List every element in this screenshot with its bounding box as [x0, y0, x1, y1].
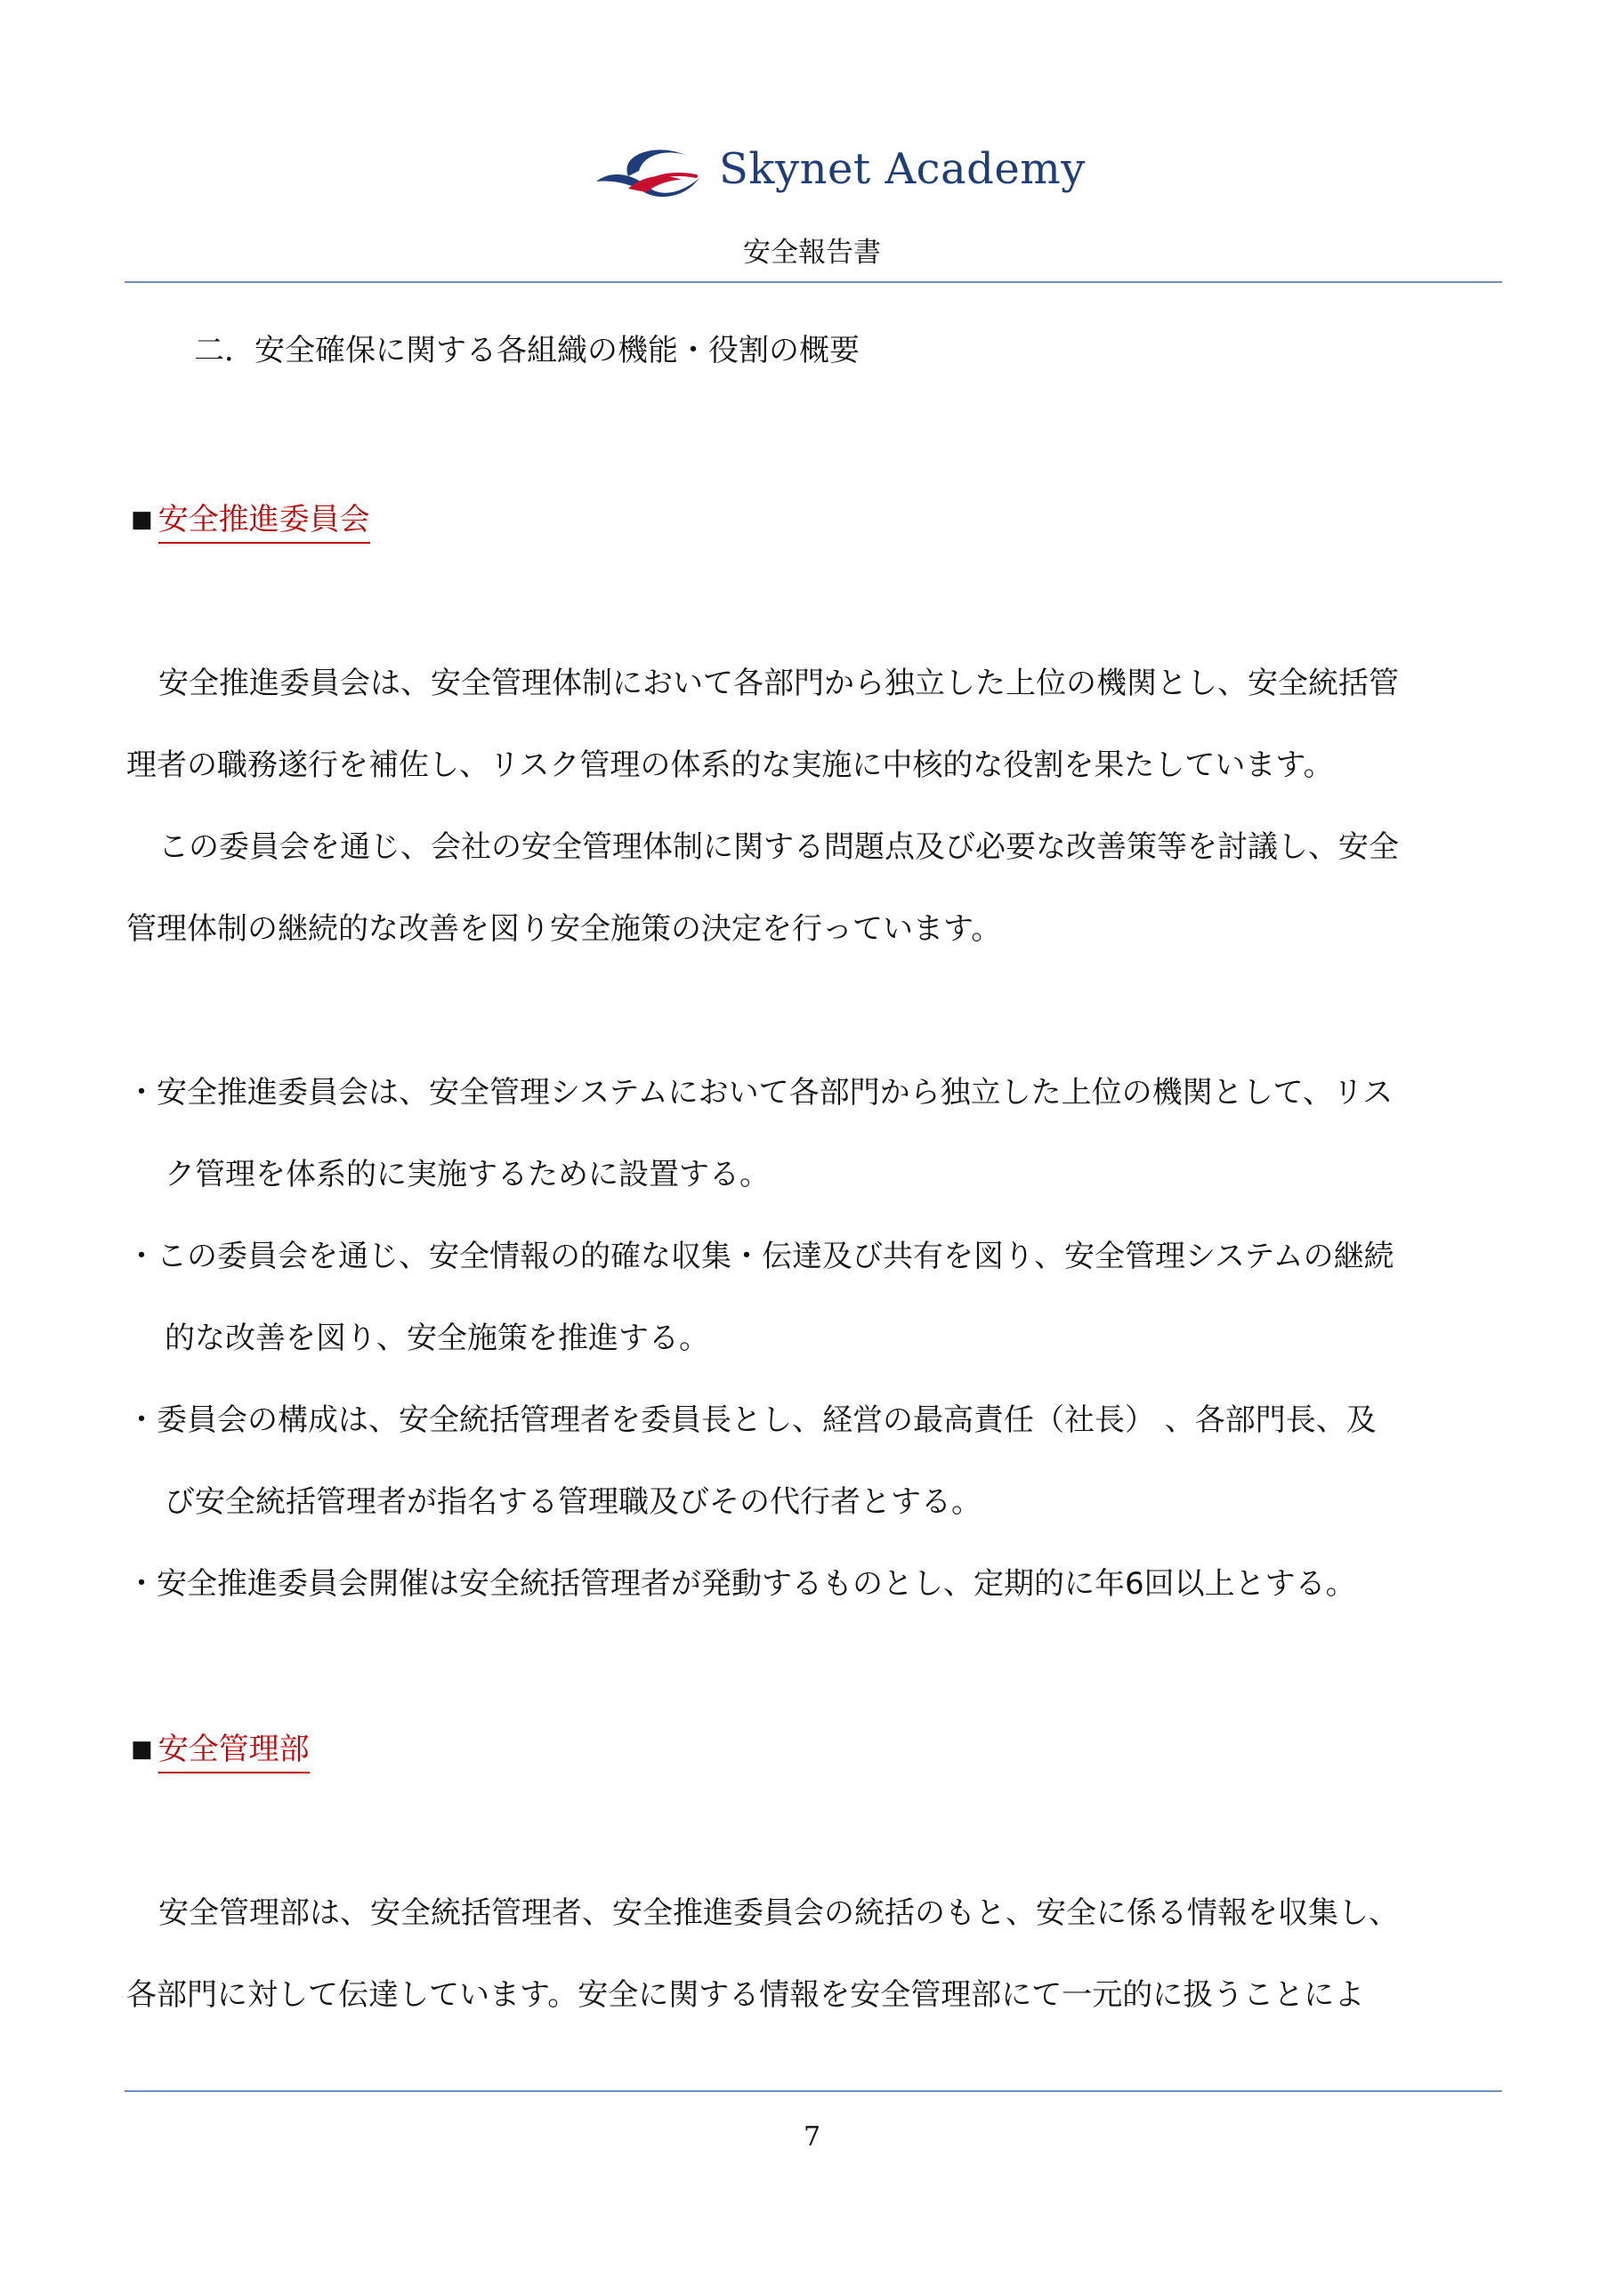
department-heading-label: 安全管理部 — [158, 1725, 310, 1773]
department-paragraph-line2: 各部門に対して伝達しています。安全に関する情報を安全管理部にて一元的に扱うことによ — [126, 1977, 1365, 2013]
committee-heading — [131, 495, 370, 544]
bullet1-line1: ・安全推進委員会は、安全管理システムにおいて各部門から独立した上位の機関として、リス — [126, 1075, 1394, 1111]
bullet4-line1: ・安全推進委員会開催は安全統括管理者が発動するものとし、定期的に年6回以上とする。 — [126, 1566, 1356, 1602]
header-divider — [125, 281, 1502, 283]
department-heading — [131, 1725, 310, 1773]
section-heading: 二．安全確保に関する各組織の機能・役割の概要 — [194, 333, 860, 368]
committee-heading-label: 安全推進委員会 — [158, 495, 370, 544]
document-title: 安全報告書 — [743, 237, 881, 269]
bullet3-line2: び安全統括管理者が指名する管理職及びその代行者とする。 — [165, 1484, 982, 1520]
square-bullet-icon: ■ — [131, 505, 153, 533]
committee-paragraph1-line2: 理者の職務遂行を補佐し、リスク管理の体系的な実施に中核的な役割を果たしています。 — [126, 747, 1334, 783]
page-number: 7 — [803, 2121, 821, 2153]
skynet-wave-logo-icon — [593, 137, 710, 201]
committee-paragraph2-line2: 管理体制の継続的な改善を図り安全施策の決定を行っています。 — [126, 911, 1002, 947]
footer-divider — [125, 2090, 1502, 2092]
logo-text: Skynet Academy — [719, 144, 1086, 194]
bullet1-line2: ク管理を体系的に実施するために設置する。 — [165, 1157, 770, 1192]
square-bullet-icon: ■ — [131, 1735, 153, 1763]
bullet2-line1: ・この委員会を通じ、安全情報の的確な収集・伝達及び共有を図り、安全管理システムの継続 — [126, 1239, 1394, 1274]
committee-paragraph1-line1: 安全推進委員会は、安全管理体制において各部門から独立した上位の機関とし、安全統括管 — [158, 666, 1399, 701]
committee-paragraph2-line1: この委員会を通じ、会社の安全管理体制に関する問題点及び必要な改善策等を討議し、安全 — [158, 829, 1399, 865]
bullet2-line2: 的な改善を図り、安全施策を推進する。 — [165, 1321, 709, 1356]
logo — [593, 133, 1086, 205]
bullet3-line1: ・委員会の構成は、安全統括管理者を委員長とし、経営の最高責任（社長） 、各部門長、及 — [126, 1402, 1377, 1438]
department-paragraph-line1: 安全管理部は、安全統括管理者、安全推進委員会の統括のもと、安全に係る情報を収集し、 — [158, 1895, 1399, 1931]
